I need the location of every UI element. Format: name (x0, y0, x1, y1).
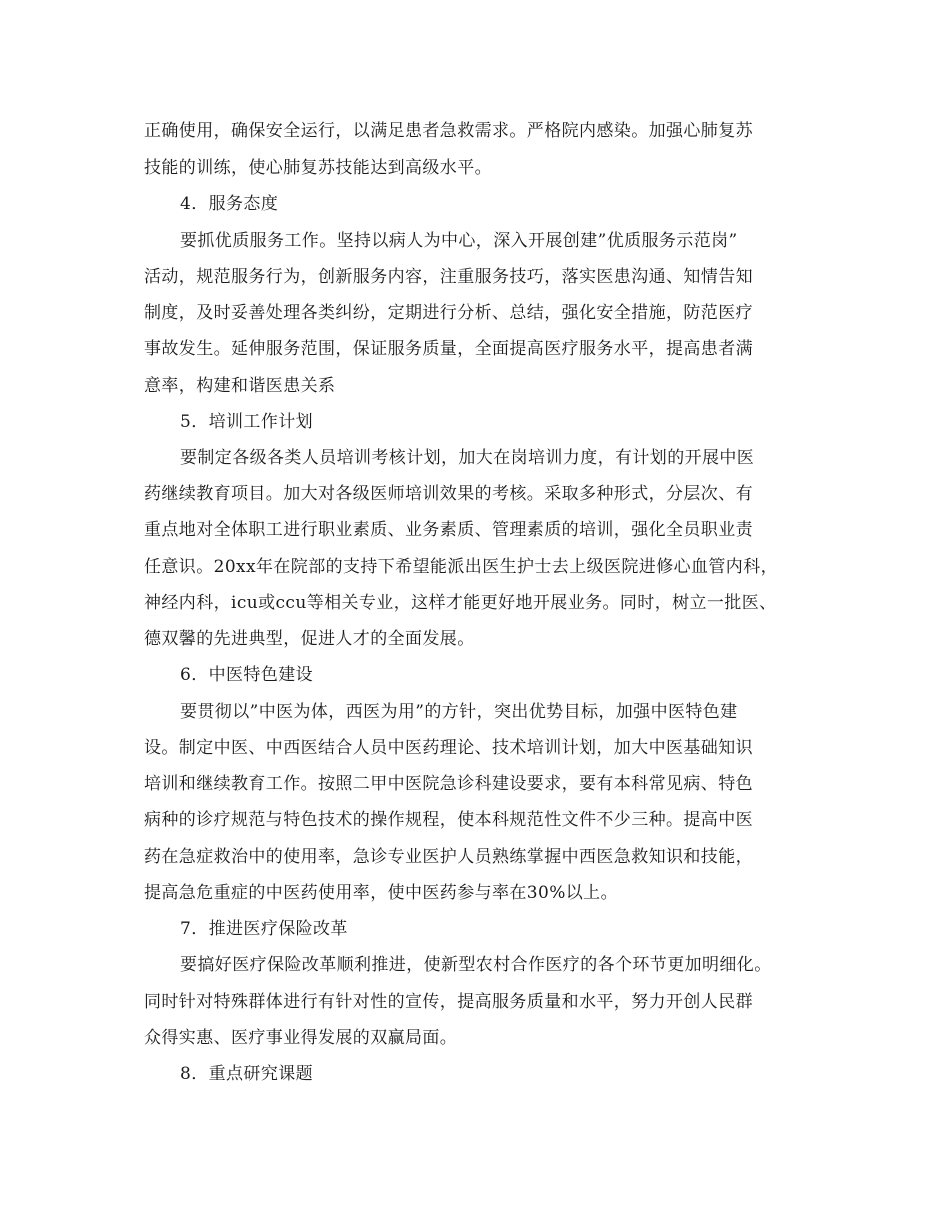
paragraph-line: 要贯彻以”中医为体，西医为用”的方针，突出优势目标，加强中医特色建 (180, 702, 738, 722)
paragraph-line: 众得实惠、医疗事业得发展的双赢局面。 (144, 1028, 458, 1048)
section-heading-medical-insurance: 7．推进医疗保险改革 (180, 919, 348, 939)
paragraph-line: 同时针对特殊群体进行有针对性的宣传，提高服务质量和水平，努力开创人民群 (144, 992, 753, 1012)
paragraph-line: 培训和继续教育工作。按照二甲中医院急诊科建设要求，要有本科常见病、特色 (144, 774, 753, 794)
section-heading-training-plan: 5．培训工作计划 (180, 412, 314, 432)
paragraph-line: 正确使用，确保安全运行，以满足患者急救需求。严格院内感染。加强心肺复苏 (144, 121, 753, 141)
paragraph-line: 要制定各级各类人员培训考核计划，加大在岗培训力度，有计划的开展中医 (180, 448, 755, 468)
section-heading-tcm-features: 6．中医特色建设 (180, 665, 314, 685)
paragraph-line: 德双馨的先进典型，促进人才的全面发展。 (144, 629, 475, 649)
paragraph-line: 病种的诊疗规范与特色技术的操作规程，使本科规范性文件不少三种。提高中医 (144, 810, 753, 830)
paragraph-line: 神经内科，icu或ccu等相关专业，这样才能更好地开展业务。同时，树立一批医、 (144, 593, 777, 613)
paragraph-line: 要搞好医疗保险改革顺利推进，使新型农村合作医疗的各个环节更加明细化。 (180, 955, 772, 975)
paragraph-line: 制度，及时妥善处理各类纠纷，定期进行分析、总结，强化安全措施，防范医疗 (144, 303, 753, 323)
paragraph-line: 意率，构建和谐医患关系 (144, 376, 336, 396)
paragraph-line: 重点地对全体职工进行职业素质、业务素质、管理素质的培训，强化全员职业责 (144, 520, 753, 540)
paragraph-line: 要抓优质服务工作。坚持以病人为中心，深入开展创建”优质服务示范岗” (180, 231, 738, 251)
paragraph-line: 药继续教育项目。加大对各级医师培训效果的考核。采取多种形式，分层次、有 (144, 484, 753, 504)
paragraph-line: 提高急危重症的中医药使用率，使中医药参与率在30%以上。 (144, 883, 618, 903)
section-heading-research-topics: 8．重点研究课题 (180, 1064, 314, 1084)
paragraph-line: 技能的训练，使心肺复苏技能达到高级水平。 (144, 158, 492, 178)
paragraph-line: 事故发生。延伸服务范围，保证服务质量，全面提高医疗服务水平，提高患者满 (144, 339, 753, 359)
section-heading-service-attitude: 4．服务态度 (180, 194, 279, 214)
paragraph-line: 活动，规范服务行为，创新服务内容，注重服务技巧，落实医患沟通、知情告知 (144, 267, 753, 287)
paragraph-line: 任意识。20xx年在院部的支持下希望能派出医生护士去上级医院进修心血管内科， (144, 557, 779, 577)
paragraph-line: 药在急症救治中的使用率，急诊专业医护人员熟练掌握中西医急救知识和技能， (144, 847, 753, 867)
paragraph-line: 设。制定中医、中西医结合人员中医药理论、技术培训计划，加大中医基础知识 (144, 738, 753, 758)
